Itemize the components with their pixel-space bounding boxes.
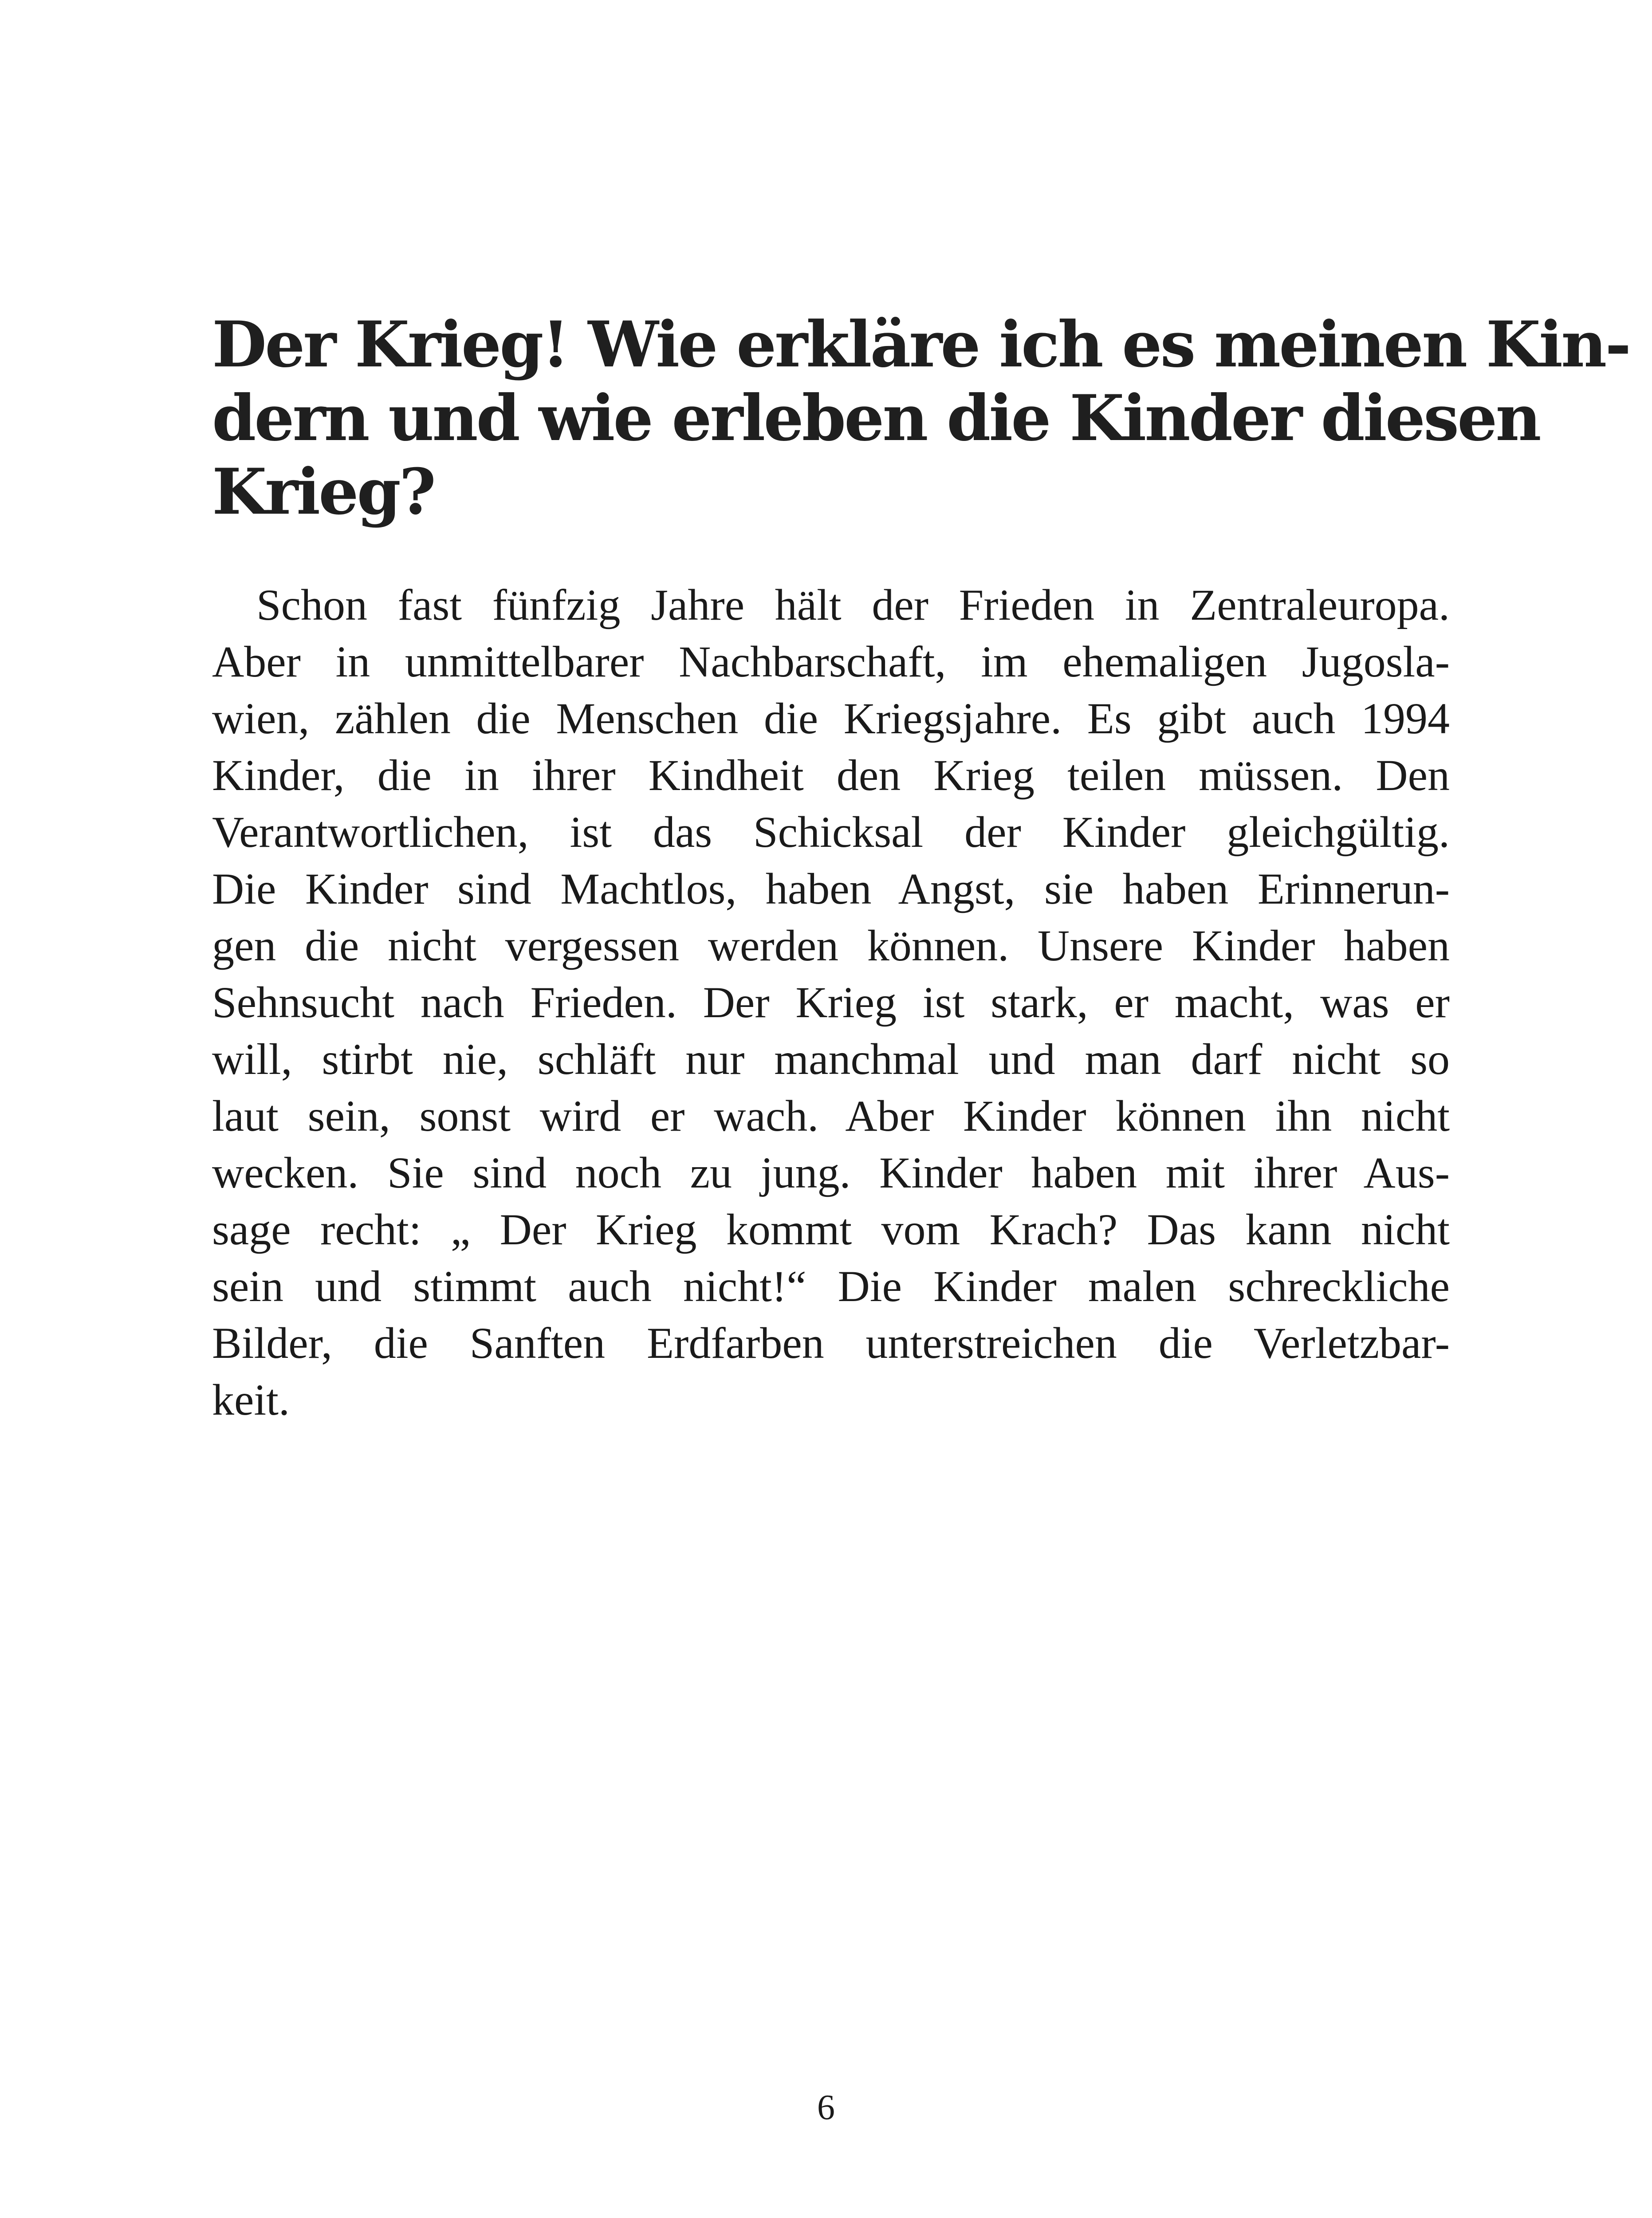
- title-line: Der Krieg! Wie erkläre ich es meinen Kin-: [212, 308, 1630, 381]
- paragraph-line: wecken. Sie sind noch zu jung. Kinder haben mit ihrer Aus-: [212, 1148, 1450, 1197]
- title-line: Krieg?: [212, 455, 435, 529]
- title-line: dern und wie erleben die Kinder diesen: [212, 381, 1540, 455]
- paragraph-line: Die Kinder sind Machtlos, haben Angst, sie haben Erinnerun-: [212, 864, 1450, 913]
- paragraph-line: sage recht: „ Der Krieg kommt vom Krach? Das kann nicht: [212, 1205, 1450, 1254]
- paragraph-line: Kinder, die in ihrer Kindheit den Krieg teilen müssen. Den: [212, 751, 1450, 800]
- paragraph-line: gen die nicht vergessen werden können. Unsere Kinder haben: [212, 921, 1450, 970]
- paragraph-line: will, stirbt nie, schläft nur manchmal und man darf nicht so: [212, 1034, 1450, 1084]
- page-number: 6: [817, 2088, 835, 2127]
- paragraph-line: Verantwortlichen, ist das Schicksal der Kinder gleichgültig.: [212, 807, 1450, 857]
- paragraph-line: Bilder, die Sanften Erdfarben unterstreichen die Verletzbar-: [212, 1318, 1450, 1368]
- paragraph-line: Schon fast fünfzig Jahre hält der Frieden in Zentraleuropa.: [256, 580, 1450, 629]
- paragraph-line: Aber in unmittelbarer Nachbarschaft, im ehemaligen Jugosla-: [212, 637, 1450, 686]
- paragraph-line: sein und stimmt auch nicht!“ Die Kinder malen schreckliche: [212, 1262, 1450, 1311]
- body-paragraph: [212, 577, 1450, 1428]
- paragraph-line: laut sein, sonst wird er wach. Aber Kinder können ihn nicht: [212, 1091, 1450, 1140]
- paragraph-line: keit.: [212, 1375, 290, 1424]
- paragraph-line: wien, zählen die Menschen die Kriegsjahre. Es gibt auch 1994: [212, 694, 1450, 743]
- paragraph-line: Sehnsucht nach Frieden. Der Krieg ist stark, er macht, was er: [212, 978, 1450, 1027]
- page-title: [212, 308, 1630, 529]
